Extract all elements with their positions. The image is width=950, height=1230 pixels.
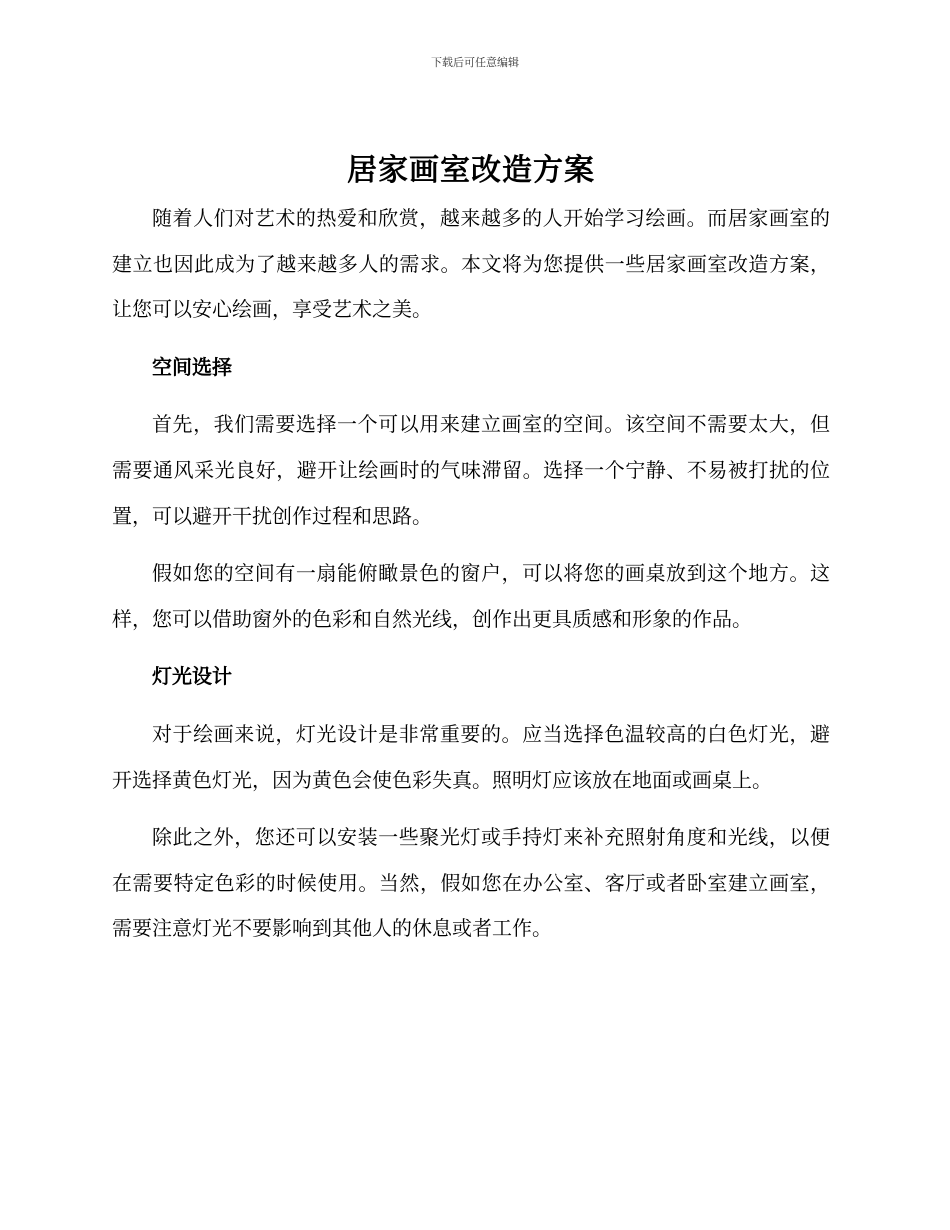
- section-heading-space: 空间选择: [152, 354, 232, 379]
- section-space-paragraph-1: 首先，我们需要选择一个可以用来建立画室的空间。该空间不需要太大，但需要通风采光良好，避开让绘画时的气味滞留。选择一个宁静、不易被打扰的位置，可以避开干扰创作过程和思路。: [112, 412, 830, 528]
- document-title: 居家画室改造方案: [347, 153, 595, 188]
- section-heading-lighting: 灯光设计: [152, 664, 232, 689]
- section-lighting-paragraph-1: 对于绘画来说，灯光设计是非常重要的。应当选择色温较高的白色灯光，避开选择黄色灯光，因为黄色会使色彩失真。照明灯应该放在地面或画桌上。: [112, 721, 830, 792]
- section-lighting-paragraph-2: 除此之外，您还可以安装一些聚光灯或手持灯来补充照射角度和光线，以便在需要特定色彩的时候使用。当然，假如您在办公室、客厅或者卧室建立画室，需要注意灯光不要影响到其他人的休息或者工作。: [112, 825, 830, 941]
- document-body: [112, 148, 830, 964]
- intro-paragraph: 随着人们对艺术的热爱和欣赏，越来越多的人开始学习绘画。而居家画室的建立也因此成为了越来越多人的需求。本文将为您提供一些居家画室改造方案，让您可以安心绘画，享受艺术之美。: [112, 206, 830, 322]
- page-header-note: 下载后可任意编辑: [431, 56, 519, 69]
- section-space-paragraph-2: 假如您的空间有一扇能俯瞰景色的窗户，可以将您的画桌放到这个地方。这样，您可以借助窗外的色彩和自然光线，创作出更具质感和形象的作品。: [112, 561, 830, 631]
